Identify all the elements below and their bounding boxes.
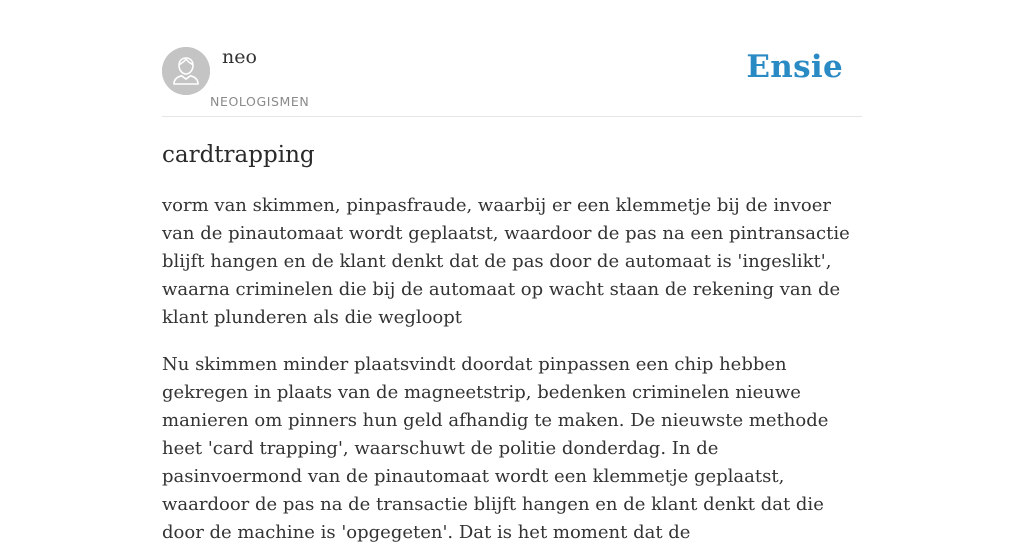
content-column [162,0,862,547]
author-name[interactable]: neo [222,46,257,68]
header [162,0,862,117]
page-title: cardtrapping [162,142,315,168]
definition-text: vorm van skimmen, pinpasfraude, waarbij er een klemmetje bij de invoer van de pinautomaat wordt geplaatst, waardoor de pas na een pintransactie blijft hangen en de klant denkt dat de pas door de automaat is 'ingeslikt', waarna criminelen die bij de automaat op wacht staan de rekening van de klant plunderen als die wegloopt [162,195,850,328]
brand-logo[interactable]: Ensie [746,49,843,85]
collection-label[interactable]: NEOLOGISMEN [210,94,310,109]
user-silhouette-icon[interactable] [162,47,210,95]
example-text: Nu skimmen minder plaatsvindt doordat pinpassen een chip hebben gekregen in plaats van de magneetstrip, bedenken criminelen nieuwe manieren om pinners hun geld afhandig te maken. De nieuwste methode heet 'card trapping', waarschuwt de politie donderdag. In de pasinvoermond van de pinautomaat wordt een klemmetje geplaatst, waardoor de pas na de transactie blijft hangen en de klant denkt dat die door de machine is 'opgegeten'. Dat is het moment dat de [162,354,829,543]
